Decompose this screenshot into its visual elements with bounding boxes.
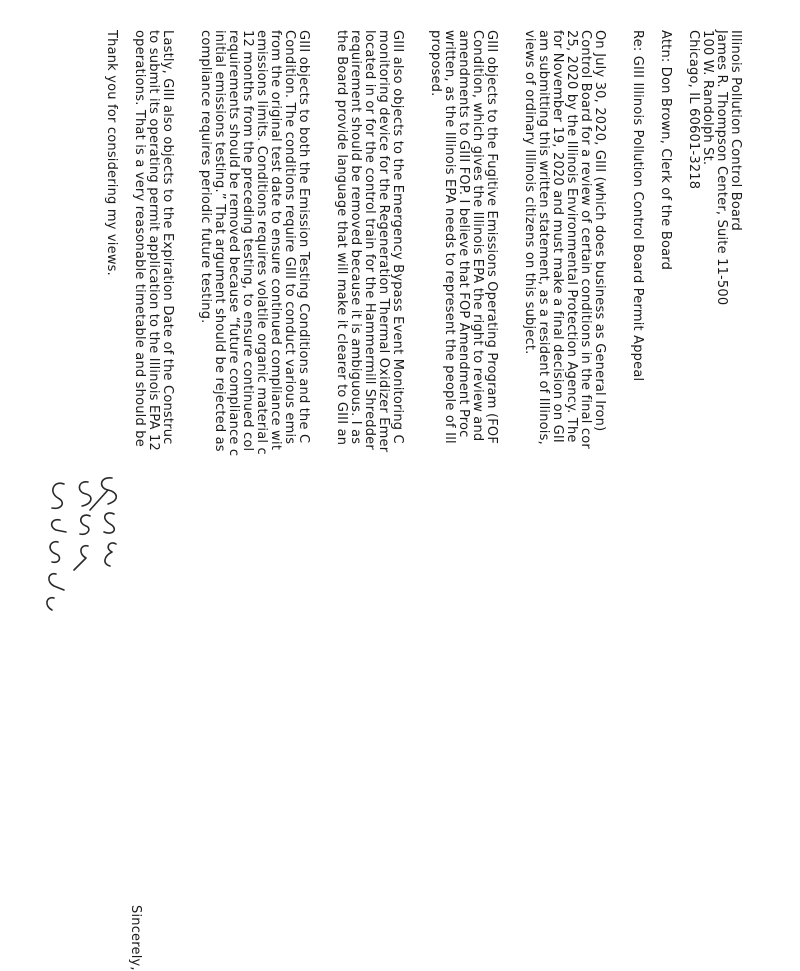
attention-line: Attn: Don Brown, Clerk of the Board: [658, 30, 673, 271]
text-line: to submit its operating permit application to the Illinois EPA 12: [146, 30, 161, 451]
text-line: Condition, which gives the Illinois EPA the right to review and: [470, 30, 485, 442]
text-line: Lastly, GIII also objects to the Expiration Date of the Construc: [160, 30, 175, 445]
text-line: requirement should be removed because it is ambiguous. I as: [348, 30, 363, 445]
text-line: requirements should be removed because “future compliance c: [226, 30, 241, 457]
text-line: initial emissions testing.” That argument should be rejected as: [212, 30, 227, 452]
text-line: Control Board for a review of certain conditions in the final cor: [578, 30, 593, 449]
handwritten-signature: [30, 470, 125, 620]
text-line: 12 months from the preceding testing, to ensure continued col: [240, 30, 255, 452]
address-line: Illinois Pollution Control Board: [728, 30, 743, 231]
address-line: James R. Thompson Center, Suite 11-500: [714, 30, 729, 306]
text-line: monitoring device for the Regeneration Thermal Oxidizer Emer: [376, 30, 391, 453]
subject-line: Re: GIII Illinois Pollution Control Board Permit Appeal: [630, 30, 645, 382]
text-line: located in or for the control train for the Hammermill Shredder: [362, 30, 377, 450]
text-line: the Board provide language that will make it clearer to GIII an: [334, 30, 349, 446]
text-line: views of ordinary Illinois citizens on this subject.: [522, 30, 537, 355]
text-line: amendments to GIII FOP. I believe that FOP Amendment Proc: [456, 30, 471, 438]
text-line: compliance requires periodic future testing.: [198, 30, 213, 324]
text-line: written, as the Illinois EPA needs to represent the people of Ill: [442, 30, 457, 444]
text-line: Condition. The conditions require GIII to conduct various emis: [282, 30, 297, 445]
text-line: from the original test date to ensure continued compliance wit: [268, 30, 283, 451]
text-line: emissions limits. Conditions requires volatile organic material c: [254, 30, 269, 455]
text-line: am submitting this written statement, as a resident of Illinois,: [536, 30, 551, 445]
text-line: GIII objects to the Fugitive Emissions Operating Program (FOF: [484, 30, 499, 445]
text-line: On July 30, 2020, GIII (which does business as General Iron): [592, 30, 607, 432]
thank-you-line: Thank you for considering my views.: [104, 30, 119, 276]
text-line: GIII also objects to the Emergency Bypass Event Monitoring C: [390, 30, 405, 444]
closing-block: [102, 30, 742, 971]
text-line: operations. That is a very reasonable timetable and should be: [132, 30, 147, 447]
text-line: for November 19, 2020 and must make a final decision on GII: [550, 30, 565, 443]
address-line: Chicago, IL 60601-3218: [686, 30, 701, 190]
text-line: 25, 2020 by the Illinois Environmental Protection Agency. The: [564, 30, 579, 443]
text-line: proposed.: [428, 30, 443, 97]
text-line: GIII objects to both the Emission Testing Conditions and the C: [296, 30, 311, 444]
address-line: 100 W. Randolph St.: [700, 30, 715, 166]
closing-word: Sincerely,: [128, 905, 143, 971]
